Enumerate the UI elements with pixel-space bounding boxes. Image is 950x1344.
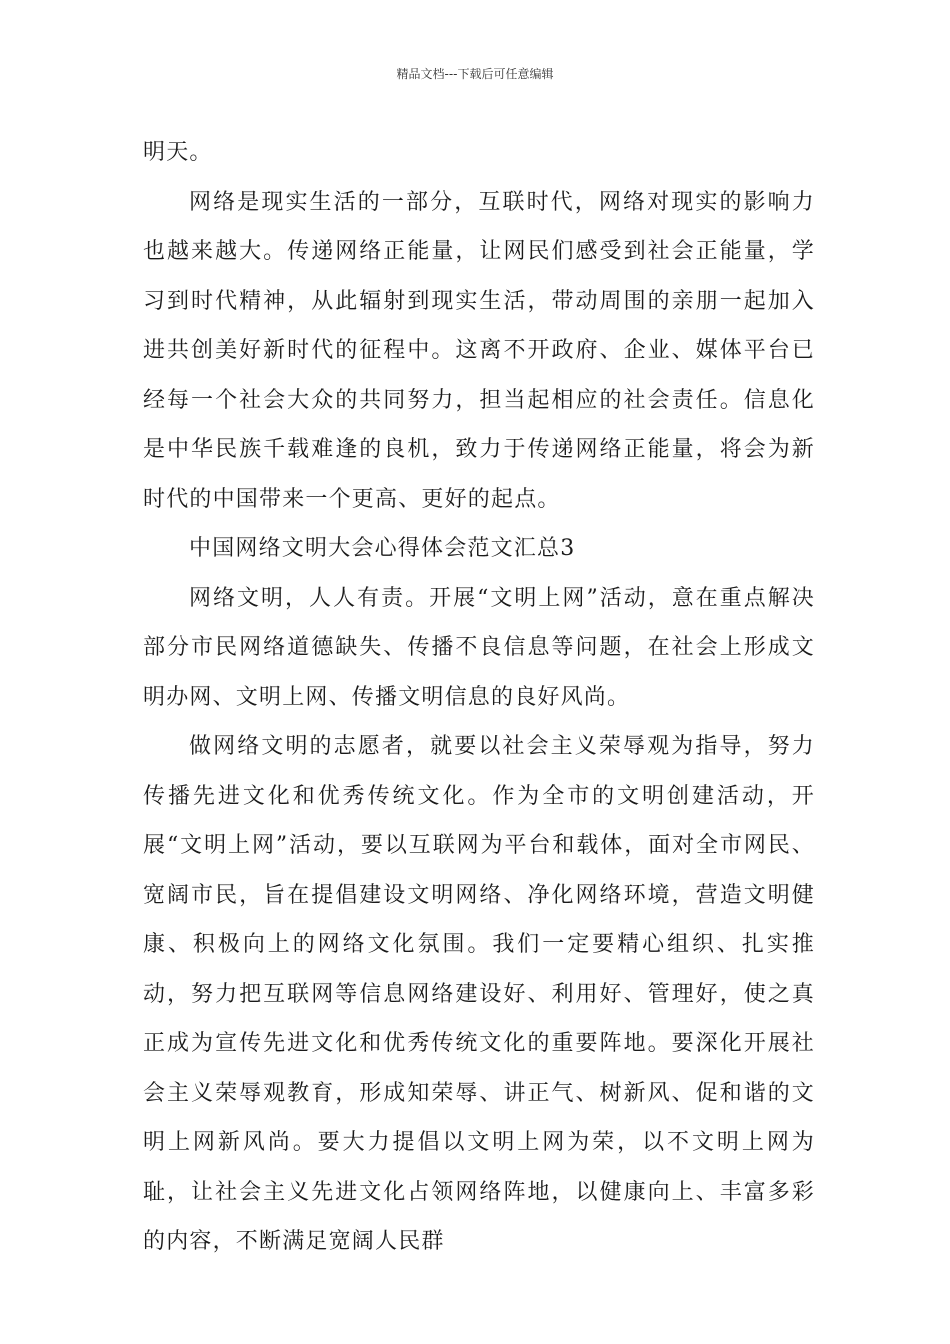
document-body <box>143 128 815 1267</box>
page-header: 精品文档---下载后可任意编辑 <box>396 67 554 81</box>
section-heading: 中国网络文明大会心得体会范文汇总3 <box>189 536 576 561</box>
paragraph-continuation: 明天。 <box>143 140 213 165</box>
paragraph-civilization-duty: 网络文明，人人有责。开展“文明上网”活动，意在重点解决部分市民网络道德缺失、传播不良信息等问题，在社会上形成文明办网、文明上网、传播文明信息的良好风尚。 <box>143 585 815 710</box>
paragraph-volunteer: 做网络文明的志愿者，就要以社会主义荣辱观为指导，努力传播先进文化和优秀传统文化。作为全市的文明创建活动，开展“文明上网”活动，要以互联网为平台和载体，面对全市网民、宽阔市民，旨在提倡建设文明网络、净化网络环境，营造文明健康、积极向上的网络文化氛围。我们一定要精心组织、扎实推动，努力把互联网等信息网络建设好、利用好、管理好，使之真正成为宣传先进文化和优秀传统文化的重要阵地。要深化开展社会主义荣辱观教育，形成知荣辱、讲正气、树新风、促和谐的文明上网新风尚。要大力提倡以文明上网为荣，以不文明上网为耻，让社会主义先进文化占领网络阵地，以健康向上、丰富多彩的内容，不断满足宽阔人民群 <box>143 734 815 1254</box>
paragraph-network-reality: 网络是现实生活的一部分，互联时代，网络对现实的影响力也越来越大。传递网络正能量，让网民们感受到社会正能量，学习到时代精神，从此辐射到现实生活，带动周围的亲朋一起加入进共创美好新时代的征程中。这离不开政府、企业、媒体平台已经每一个社会大众的共同努力，担当起相应的社会责任。信息化是中华民族千载难逢的良机，致力于传递网络正能量，将会为新时代的中国带来一个更高、更好的起点。 <box>143 189 815 512</box>
